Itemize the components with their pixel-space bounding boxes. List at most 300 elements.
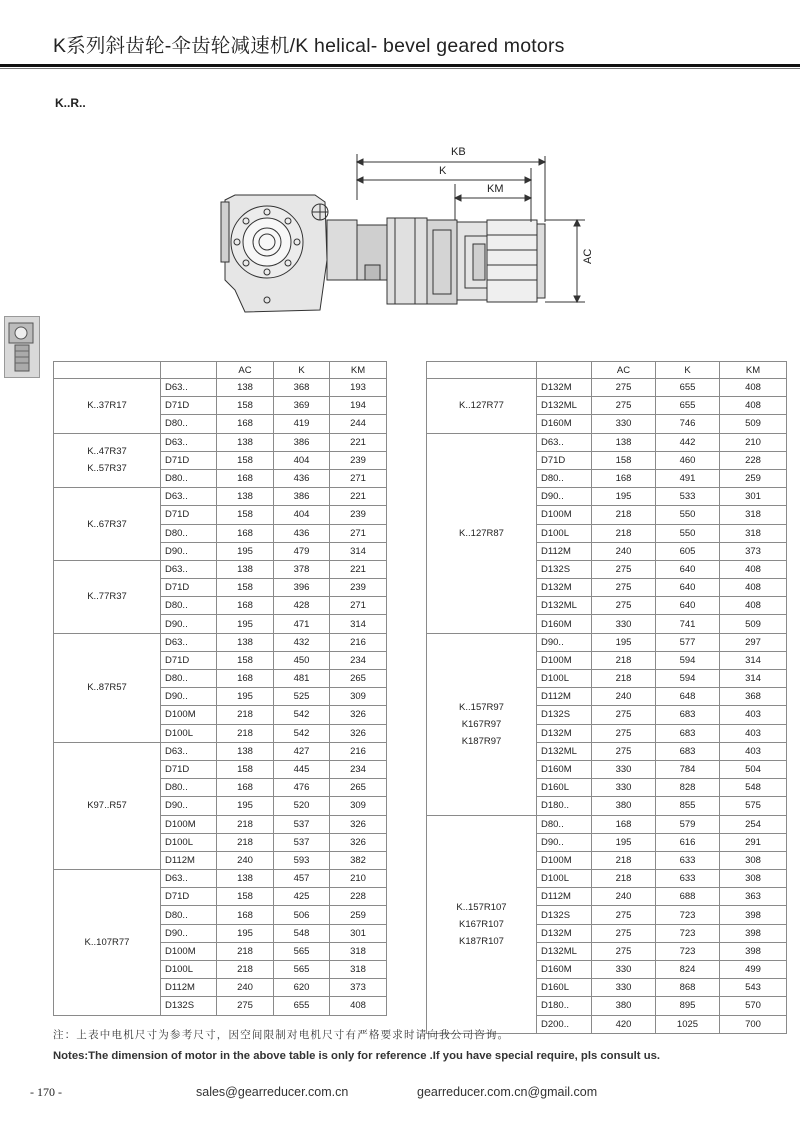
motor-cell: D180.. [537, 997, 592, 1015]
value-cell: 398 [720, 924, 787, 942]
value-cell: 542 [274, 724, 330, 742]
motor-cell: D112M [537, 888, 592, 906]
motor-cell: D90.. [161, 688, 217, 706]
value-cell: 620 [274, 979, 330, 997]
value-cell: 700 [720, 1015, 787, 1033]
motor-cell: D71D [537, 451, 592, 469]
value-cell: 275 [592, 397, 656, 415]
motor-cell: D63.. [161, 560, 217, 578]
value-cell: 326 [330, 833, 387, 851]
value-cell: 218 [592, 670, 656, 688]
page-number: - 170 - [30, 1085, 62, 1099]
value-cell: 368 [720, 688, 787, 706]
value-cell: 218 [592, 524, 656, 542]
motor-cell: D71D [161, 888, 217, 906]
column-header: KM [330, 362, 387, 379]
table-row [427, 633, 787, 651]
motor-cell: D132M [537, 724, 592, 742]
value-cell: 382 [330, 851, 387, 869]
value-cell: 240 [592, 888, 656, 906]
value-cell: 138 [217, 488, 274, 506]
value-cell: 168 [217, 524, 274, 542]
value-cell: 378 [274, 560, 330, 578]
dim-ac-label: AC [582, 248, 594, 264]
value-cell: 314 [330, 542, 387, 560]
value-cell: 633 [656, 851, 720, 869]
model-name: K..57R37 [87, 463, 127, 475]
value-cell: 543 [720, 979, 787, 997]
value-cell: 575 [720, 797, 787, 815]
motor-cell: D63.. [161, 870, 217, 888]
value-cell: 868 [656, 979, 720, 997]
value-cell: 330 [592, 760, 656, 778]
value-cell: 168 [217, 906, 274, 924]
value-cell: 648 [656, 688, 720, 706]
motor-cell: D160L [537, 979, 592, 997]
table-row [427, 815, 787, 833]
motor-cell: D100L [537, 670, 592, 688]
motor-cell: D112M [537, 542, 592, 560]
value-cell: 218 [217, 724, 274, 742]
value-cell: 240 [592, 688, 656, 706]
table-row [54, 379, 387, 397]
value-cell: 824 [656, 961, 720, 979]
model-name: K..47R37 [87, 446, 127, 458]
table-row [54, 433, 387, 451]
value-cell: 193 [330, 379, 387, 397]
value-cell: 640 [656, 597, 720, 615]
motor-cell: D132ML [537, 942, 592, 960]
motor-cell: D132M [537, 579, 592, 597]
model-cell [54, 560, 161, 633]
table-row [54, 560, 387, 578]
value-cell: 275 [592, 560, 656, 578]
value-cell: 330 [592, 779, 656, 797]
value-cell: 254 [720, 815, 787, 833]
value-cell: 221 [330, 560, 387, 578]
motor-cell: D90.. [161, 797, 217, 815]
table-header-row [427, 362, 787, 379]
value-cell: 506 [274, 906, 330, 924]
value-cell: 309 [330, 797, 387, 815]
value-cell: 271 [330, 597, 387, 615]
model-name: K..157R97 [459, 701, 504, 713]
value-cell: 259 [720, 469, 787, 487]
value-cell: 275 [592, 742, 656, 760]
value-cell: 275 [592, 942, 656, 960]
value-cell: 425 [274, 888, 330, 906]
value-cell: 408 [720, 379, 787, 397]
value-cell: 476 [274, 779, 330, 797]
motor-cell: D100M [161, 815, 217, 833]
value-cell: 436 [274, 524, 330, 542]
value-cell: 234 [330, 651, 387, 669]
value-cell: 432 [274, 633, 330, 651]
value-cell: 784 [656, 760, 720, 778]
value-cell: 525 [274, 688, 330, 706]
motor-cell: D100M [537, 851, 592, 869]
model-name: K..67R37 [87, 518, 127, 530]
table-row [427, 379, 787, 397]
model-name: K..107R77 [84, 936, 130, 948]
value-cell: 309 [330, 688, 387, 706]
value-cell: 408 [720, 397, 787, 415]
value-cell: 259 [330, 906, 387, 924]
dim-k-label: K [439, 165, 447, 177]
model-name: K..87R57 [87, 682, 127, 694]
value-cell: 380 [592, 797, 656, 815]
value-cell: 363 [720, 888, 787, 906]
value-cell: 239 [330, 506, 387, 524]
value-cell: 404 [274, 506, 330, 524]
value-cell: 741 [656, 615, 720, 633]
value-cell: 373 [330, 979, 387, 997]
value-cell: 158 [217, 888, 274, 906]
motor-cell: D80.. [537, 815, 592, 833]
dimension-table-left [53, 361, 387, 1016]
value-cell: 404 [274, 451, 330, 469]
value-cell: 579 [656, 815, 720, 833]
value-cell: 228 [330, 888, 387, 906]
motor-cell: D132ML [537, 742, 592, 760]
value-cell: 218 [592, 651, 656, 669]
motor-cell: D132S [161, 997, 217, 1015]
value-cell: 445 [274, 760, 330, 778]
value-cell: 504 [720, 760, 787, 778]
value-cell: 828 [656, 779, 720, 797]
column-header: AC [592, 362, 656, 379]
motor-cell: D132M [537, 924, 592, 942]
motor-cell: D80.. [161, 469, 217, 487]
motor-cell: D71D [161, 651, 217, 669]
value-cell: 195 [592, 833, 656, 851]
column-header: KM [720, 362, 787, 379]
dim-kb-label: KB [451, 146, 466, 158]
value-cell: 210 [720, 433, 787, 451]
value-cell: 640 [656, 579, 720, 597]
motor-cell: D100M [161, 706, 217, 724]
model-name: K..37R17 [87, 400, 127, 412]
header-blank-cell [427, 362, 537, 379]
value-cell: 491 [656, 469, 720, 487]
value-cell: 577 [656, 633, 720, 651]
gmail-email: gearreducer.com.cn@gmail.com [417, 1085, 598, 1099]
value-cell: 537 [274, 833, 330, 851]
motor-cell: D132ML [537, 597, 592, 615]
value-cell: 195 [592, 633, 656, 651]
motor-cell: D160M [537, 615, 592, 633]
motor-cell: D80.. [161, 779, 217, 797]
model-cell [427, 633, 537, 815]
motor-cell: D90.. [537, 833, 592, 851]
value-cell: 275 [592, 724, 656, 742]
value-cell: 195 [217, 615, 274, 633]
value-cell: 403 [720, 706, 787, 724]
model-cell [54, 379, 161, 434]
value-cell: 291 [720, 833, 787, 851]
value-cell: 216 [330, 633, 387, 651]
value-cell: 419 [274, 415, 330, 433]
value-cell: 616 [656, 833, 720, 851]
model-cell [54, 488, 161, 561]
value-cell: 408 [720, 579, 787, 597]
dimension-table-right [426, 361, 787, 1034]
note-chinese: 注：上表中电机尺寸为参考尺寸，因空间限制对电机尺寸有严格要求时请向我公司咨询。 [53, 1029, 510, 1041]
value-cell: 398 [720, 906, 787, 924]
value-cell: 450 [274, 651, 330, 669]
value-cell: 509 [720, 415, 787, 433]
value-cell: 548 [720, 779, 787, 797]
value-cell: 195 [592, 488, 656, 506]
value-cell: 195 [217, 797, 274, 815]
value-cell: 683 [656, 724, 720, 742]
value-cell: 548 [274, 924, 330, 942]
value-cell: 640 [656, 560, 720, 578]
value-cell: 265 [330, 779, 387, 797]
value-cell: 275 [592, 379, 656, 397]
motor-cell: D71D [161, 579, 217, 597]
value-cell: 373 [720, 542, 787, 560]
value-cell: 218 [217, 961, 274, 979]
value-cell: 240 [592, 542, 656, 560]
value-cell: 218 [592, 851, 656, 869]
motor-cell: D100L [161, 724, 217, 742]
motor-cell: D132S [537, 906, 592, 924]
value-cell: 655 [656, 397, 720, 415]
motor-cell: D100M [537, 506, 592, 524]
column-header: K [656, 362, 720, 379]
value-cell: 688 [656, 888, 720, 906]
model-cell [427, 433, 537, 633]
table-header-row [54, 362, 387, 379]
motor-cell: D132S [537, 706, 592, 724]
value-cell: 460 [656, 451, 720, 469]
model-cell [54, 433, 161, 488]
value-cell: 479 [274, 542, 330, 560]
value-cell: 308 [720, 851, 787, 869]
table-row [427, 433, 787, 451]
value-cell: 398 [720, 942, 787, 960]
value-cell: 427 [274, 742, 330, 760]
motor-cell: D100M [161, 942, 217, 960]
gear-motor-drawing [215, 140, 615, 320]
value-cell: 168 [217, 779, 274, 797]
value-cell: 318 [720, 524, 787, 542]
value-cell: 210 [330, 870, 387, 888]
value-cell: 158 [217, 451, 274, 469]
value-cell: 218 [592, 870, 656, 888]
value-cell: 499 [720, 961, 787, 979]
motor-cell: D100L [537, 870, 592, 888]
value-cell: 297 [720, 633, 787, 651]
value-cell: 723 [656, 924, 720, 942]
value-cell: 386 [274, 433, 330, 451]
motor-cell: D90.. [161, 615, 217, 633]
motor-cell: D71D [161, 397, 217, 415]
value-cell: 550 [656, 506, 720, 524]
header-blank-cell [161, 362, 217, 379]
value-cell: 594 [656, 651, 720, 669]
header-rule [0, 64, 800, 67]
value-cell: 216 [330, 742, 387, 760]
motor-cell: D63.. [161, 633, 217, 651]
model-name: K..77R37 [87, 591, 127, 603]
column-header: K [274, 362, 330, 379]
value-cell: 158 [217, 397, 274, 415]
motor-cell: D160M [537, 415, 592, 433]
value-cell: 314 [720, 651, 787, 669]
header-blank-cell [537, 362, 592, 379]
value-cell: 520 [274, 797, 330, 815]
motor-cell: D112M [161, 851, 217, 869]
value-cell: 633 [656, 870, 720, 888]
value-cell: 314 [720, 670, 787, 688]
value-cell: 194 [330, 397, 387, 415]
motor-cell: D71D [161, 760, 217, 778]
motor-cell: D90.. [537, 488, 592, 506]
table-row [54, 870, 387, 888]
motor-cell: D200.. [537, 1015, 592, 1033]
value-cell: 420 [592, 1015, 656, 1033]
sales-email: sales@gearreducer.com.cn [196, 1085, 349, 1099]
value-cell: 301 [330, 924, 387, 942]
table-row [54, 633, 387, 651]
value-cell: 457 [274, 870, 330, 888]
motor-cell: D80.. [161, 597, 217, 615]
value-cell: 275 [592, 597, 656, 615]
value-cell: 158 [217, 579, 274, 597]
value-cell: 746 [656, 415, 720, 433]
value-cell: 330 [592, 415, 656, 433]
value-cell: 168 [217, 415, 274, 433]
value-cell: 168 [592, 815, 656, 833]
value-cell: 275 [592, 579, 656, 597]
value-cell: 855 [656, 797, 720, 815]
model-cell [54, 870, 161, 1016]
value-cell: 330 [592, 615, 656, 633]
value-cell: 158 [592, 451, 656, 469]
motor-cell: D80.. [161, 415, 217, 433]
value-cell: 565 [274, 961, 330, 979]
value-cell: 228 [720, 451, 787, 469]
value-cell: 428 [274, 597, 330, 615]
value-cell: 655 [274, 997, 330, 1015]
motor-cell: D63.. [161, 742, 217, 760]
value-cell: 221 [330, 488, 387, 506]
value-cell: 239 [330, 579, 387, 597]
value-cell: 396 [274, 579, 330, 597]
value-cell: 723 [656, 906, 720, 924]
value-cell: 239 [330, 451, 387, 469]
value-cell: 218 [217, 815, 274, 833]
value-cell: 240 [217, 851, 274, 869]
value-cell: 533 [656, 488, 720, 506]
value-cell: 275 [592, 924, 656, 942]
value-cell: 537 [274, 815, 330, 833]
model-name: K..127R77 [459, 400, 504, 412]
value-cell: 314 [330, 615, 387, 633]
model-cell [54, 633, 161, 742]
note-english: Notes:The dimension of motor in the above table is only for reference .If you have special require, pls consult us. [53, 1050, 661, 1062]
model-name: K..127R87 [459, 527, 504, 539]
value-cell: 408 [330, 997, 387, 1015]
value-cell: 368 [274, 379, 330, 397]
motor-cell: D160L [537, 779, 592, 797]
motor-cell: D90.. [537, 633, 592, 651]
model-name: K..157R107 [456, 901, 507, 913]
motor-thumbnail-icon [4, 316, 40, 378]
model-name: K97..R57 [87, 800, 127, 812]
model-name: K167R107 [459, 918, 504, 930]
value-cell: 330 [592, 961, 656, 979]
value-cell: 234 [330, 760, 387, 778]
value-cell: 275 [217, 997, 274, 1015]
value-cell: 318 [330, 961, 387, 979]
dim-km-label: KM [487, 183, 504, 195]
motor-cell: D160M [537, 961, 592, 979]
value-cell: 138 [217, 560, 274, 578]
value-cell: 195 [217, 542, 274, 560]
motor-cell: D132S [537, 560, 592, 578]
value-cell: 565 [274, 942, 330, 960]
motor-cell: D100L [161, 833, 217, 851]
table-row [54, 742, 387, 760]
header-blank-cell [54, 362, 161, 379]
value-cell: 271 [330, 524, 387, 542]
value-cell: 550 [656, 524, 720, 542]
value-cell: 605 [656, 542, 720, 560]
model-cell [427, 379, 537, 434]
motor-cell: D90.. [161, 542, 217, 560]
value-cell: 221 [330, 433, 387, 451]
value-cell: 436 [274, 469, 330, 487]
value-cell: 408 [720, 560, 787, 578]
motor-cell: D63.. [537, 433, 592, 451]
value-cell: 275 [592, 706, 656, 724]
value-cell: 168 [217, 469, 274, 487]
value-cell: 138 [217, 742, 274, 760]
value-cell: 723 [656, 942, 720, 960]
motor-cell: D112M [537, 688, 592, 706]
value-cell: 380 [592, 997, 656, 1015]
motor-cell: D80.. [537, 469, 592, 487]
value-cell: 326 [330, 724, 387, 742]
motor-cell: D100L [161, 961, 217, 979]
value-cell: 168 [217, 597, 274, 615]
value-cell: 138 [217, 633, 274, 651]
value-cell: 570 [720, 997, 787, 1015]
value-cell: 244 [330, 415, 387, 433]
value-cell: 403 [720, 724, 787, 742]
value-cell: 594 [656, 670, 720, 688]
series-label: K..R.. [55, 96, 86, 110]
value-cell: 138 [217, 870, 274, 888]
value-cell: 683 [656, 742, 720, 760]
motor-cell: D100L [537, 524, 592, 542]
value-cell: 218 [217, 706, 274, 724]
motor-cell: D80.. [161, 670, 217, 688]
value-cell: 403 [720, 742, 787, 760]
motor-cell: D90.. [161, 924, 217, 942]
value-cell: 481 [274, 670, 330, 688]
value-cell: 386 [274, 488, 330, 506]
model-cell [54, 742, 161, 869]
model-name: K187R107 [459, 935, 504, 947]
motor-cell: D63.. [161, 488, 217, 506]
value-cell: 138 [217, 379, 274, 397]
value-cell: 895 [656, 997, 720, 1015]
motor-cell: D80.. [161, 906, 217, 924]
